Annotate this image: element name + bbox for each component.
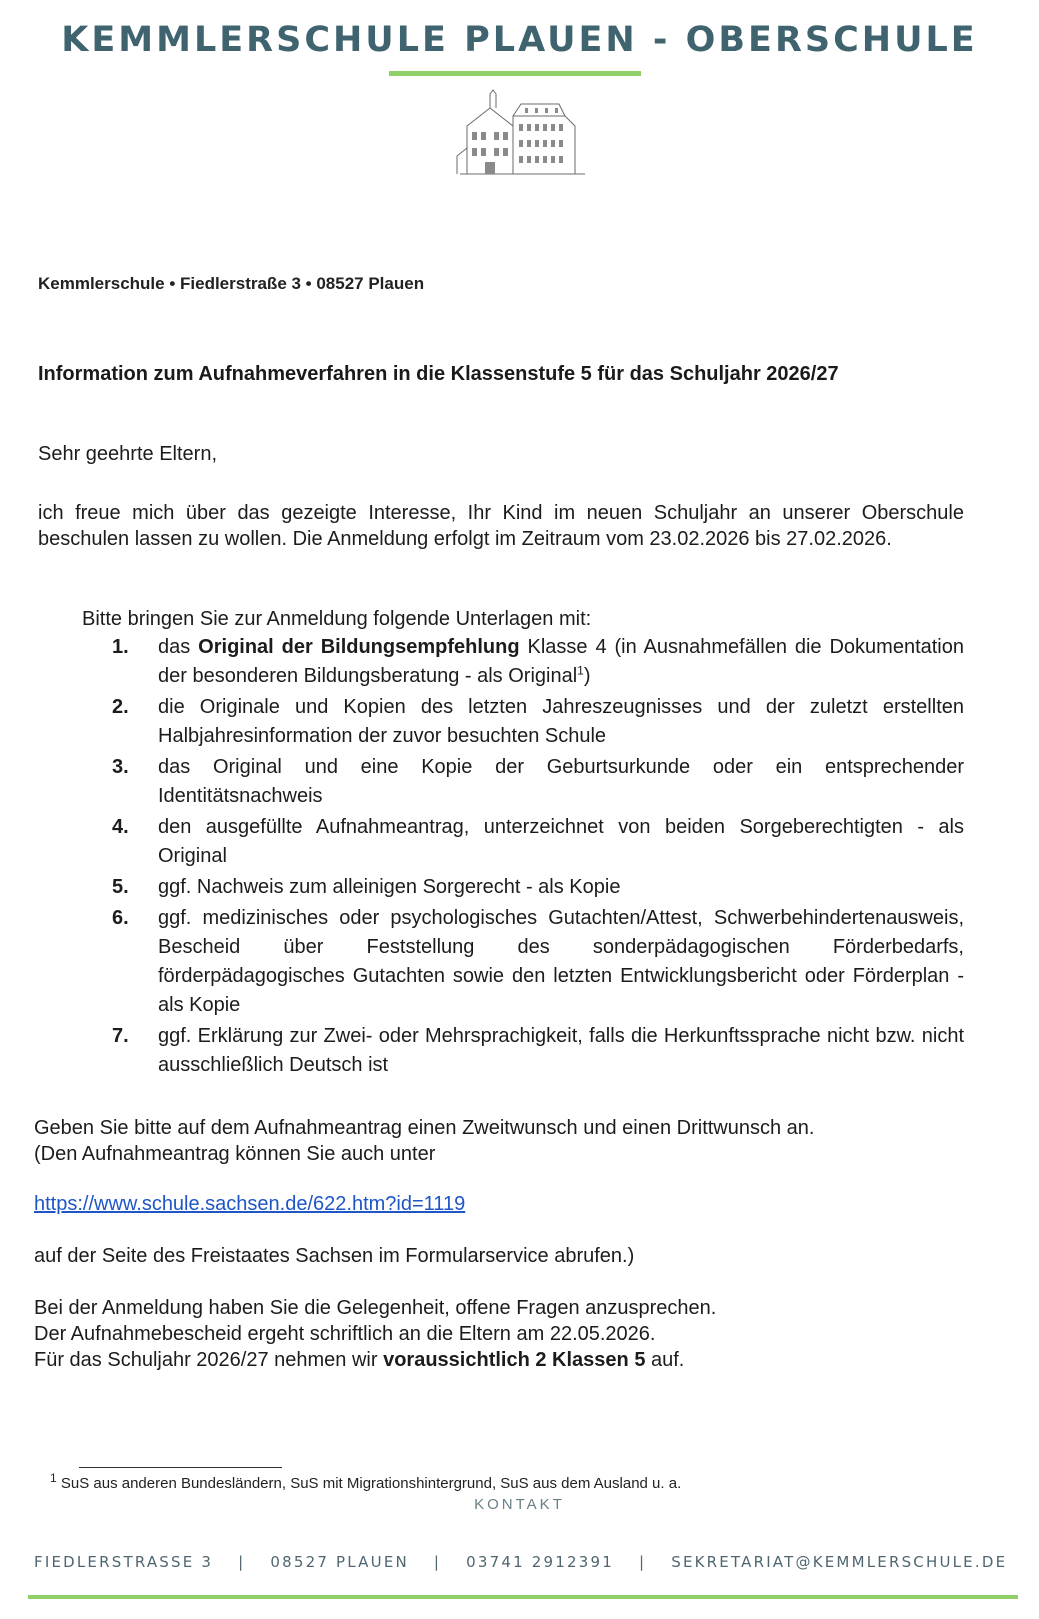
footer-contact [34,1553,1024,1571]
intro-paragraph: ich freue mich über das gezeigte Interesse, Ihr Kind im neuen Schuljahr an unserer Oberschule beschulen lassen zu wollen. Die Anmeldung erfolgt im Zeitraum vom 23.02.2026 bis 27.02.2026. [38,502,964,550]
footnote-text: SuS aus anderen Bundesländern, SuS mit Migrationshintergrund, SuS aus dem Ausland u. a. [60,1475,682,1492]
footer-separator: | [433,1553,442,1571]
closing-paragraph [34,1295,974,1373]
closing-line-1: Bei der Anmeldung haben Sie die Gelegenheit, offene Fragen anzusprechen. [34,1297,717,1319]
list-number: 5. [112,876,129,898]
documents-list [112,633,964,1082]
footer-phone: 03741 2912391 [466,1553,615,1571]
footer-street: FIEDLERSTRASSE 3 [34,1553,214,1571]
school-title: KEMMLERSCHULE PLAUEN - OBERSCHULE [61,20,978,60]
item-text: ggf. Erklärung zur Zwei- oder Mehrsprachigkeit, falls die Herkunftssprache nicht bzw. nicht ausschließlich Deutsch ist [158,1025,964,1076]
footer-separator: | [638,1553,647,1571]
footer-city: 08527 PLAUEN [270,1553,409,1571]
documents-intro: Bitte bringen Sie zur Anmeldung folgende Unterlagen mit: [82,608,592,630]
form-line: (Den Aufnahmeantrag können Sie auch unter [34,1143,436,1165]
list-number: 3. [112,756,129,778]
form-service-link[interactable]: https://www.schule.sachsen.de/622.htm?id=1119 [34,1193,466,1215]
list-number: 4. [112,816,129,838]
list-item [112,873,964,902]
list-number: 7. [112,1025,129,1047]
sender-address: Kemmlerschule • Fiedlerstraße 3 • 08527 Plauen [38,274,425,293]
school-building-icon [455,86,590,178]
item-text: ) [583,665,591,687]
list-number: 1. [112,636,129,658]
item-text: das Original und eine Kopie der Geburtsurkunde oder ein entsprechender Identitätsnachweis [158,756,964,807]
footer-email: SEKRETARIAT@KEMMLERSCHULE.DE [671,1553,1008,1571]
closing-bold: voraussichtlich 2 Klassen 5 [383,1349,646,1371]
footnote [50,1471,682,1492]
greeting: Sehr geehrte Eltern, [38,443,217,465]
list-item [112,633,964,691]
form-line-end: auf der Seite des Freistaates Sachsen im Formularservice abrufen.) [34,1245,635,1267]
item-bold-text: Original der Bildungsempfehlung [198,636,520,658]
item-text: das [158,636,199,658]
footnote-ref: 1 [577,663,584,678]
item-text: die Originale und Kopien des letzten Jahreszeugnisses und der zuletzt erstellten Halbjahresinformation der zuvor besuchten Schule [158,696,964,747]
closing-line-3 [34,1347,974,1373]
list-number: 2. [112,696,129,718]
closing-line-2: Der Aufnahmebescheid ergeht schriftlich an die Eltern am 22.05.2026. [34,1323,656,1345]
closing-text: auf. [645,1349,685,1371]
item-text: ggf. medizinisches oder psychologisches Gutachten/Attest, Schwerbehindertenausweis, Bescheid über Feststellung des sonderpädagogischen Förderbedarfs, förderpädagogisches Gutachten sowie den letzten Entwicklungsbericht oder Förderplan - als Kopie [158,907,964,1016]
list-item [112,693,964,751]
footnote-divider [79,1467,282,1468]
list-item [112,813,964,871]
second-wish-paragraph [34,1115,974,1167]
closing-text: Für das Schuljahr 2026/27 nehmen wir [34,1349,384,1371]
contact-label: KONTAKT [474,1496,565,1513]
footnote-mark: 1 [50,1471,57,1485]
item-text: den ausgefüllte Aufnahmeantrag, unterzeichnet von beiden Sorgeberechtigten - als Original [158,816,964,867]
footer-separator: | [238,1553,246,1571]
list-item [112,904,964,1020]
letter-subject: Information zum Aufnahmeverfahren in die Klassenstufe 5 für das Schuljahr 2026/27 [38,363,839,385]
item-text: Klasse 4 (in Ausnahmefällen die Dokumentation der besonderen Bildungsberatung - als Original [158,636,964,687]
footer-rule [28,1595,1018,1599]
wish-line: Geben Sie bitte auf dem Aufnahmeantrag einen Zweitwunsch und einen Drittwunsch an. [34,1117,815,1139]
item-text: ggf. Nachweis zum alleinigen Sorgerecht - als Kopie [158,876,621,898]
title-underline [389,71,641,76]
list-item [112,753,964,811]
list-number: 6. [112,907,129,929]
list-item [112,1022,964,1080]
